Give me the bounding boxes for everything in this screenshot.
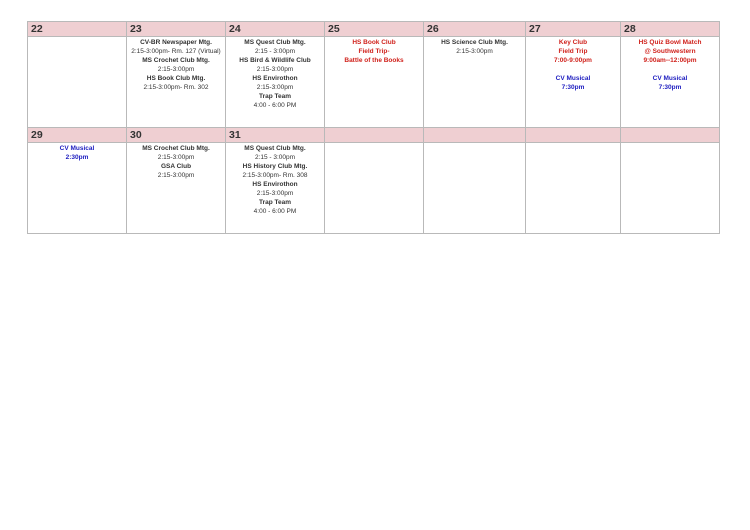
event-line: @ Southwestern — [644, 48, 696, 55]
calendar-grid — [27, 21, 720, 234]
event-line: 2:15-3:00pm — [256, 84, 294, 91]
day-events — [28, 37, 126, 127]
day-events — [424, 37, 525, 127]
week-row — [28, 22, 720, 128]
event-line: HS History Club Mtg. — [242, 163, 308, 170]
event-line: 4:00 - 6:00 PM — [253, 102, 297, 109]
event-spacer — [526, 65, 620, 74]
event-line: GSA Club — [160, 163, 192, 170]
event-line: 2:15-3:00pm — [157, 154, 195, 161]
day-number: 27 — [526, 22, 620, 37]
event-line: CV Musical — [652, 75, 688, 82]
event-line: HS Bird & Wildlife Club — [239, 57, 311, 64]
event-line: 7:30pm — [561, 84, 585, 91]
day-events — [226, 143, 324, 233]
day-cell[interactable] — [28, 22, 127, 128]
day-number: 26 — [424, 22, 525, 37]
day-events — [325, 143, 423, 233]
event-line: HS Book Club Mtg. — [146, 75, 206, 82]
day-events — [424, 143, 525, 233]
day-cell[interactable] — [226, 128, 325, 234]
day-events — [127, 37, 225, 127]
day-cell[interactable] — [424, 22, 526, 128]
event-line: HS Envirothon — [252, 181, 298, 188]
day-number: 23 — [127, 22, 225, 37]
day-number: 29 — [28, 128, 126, 143]
event-line: CV Musical — [59, 145, 95, 152]
day-events — [325, 37, 423, 127]
event-spacer — [621, 65, 719, 74]
event-line: CV Musical — [555, 75, 591, 82]
day-number: 25 — [325, 22, 423, 37]
day-cell[interactable] — [621, 22, 720, 128]
day-cell[interactable] — [127, 22, 226, 128]
day-cell[interactable] — [325, 128, 424, 234]
event-line: 4:00 - 6:00 PM — [253, 208, 297, 215]
day-events — [127, 143, 225, 233]
day-number: 28 — [621, 22, 719, 37]
event-line: HS Book Club — [352, 39, 396, 46]
event-line: Trap Team — [258, 199, 292, 206]
day-number: 22 — [28, 22, 126, 37]
event-line: MS Quest Club Mtg. — [244, 39, 306, 46]
day-cell[interactable] — [526, 22, 621, 128]
day-number — [526, 128, 620, 143]
event-line: 2:15-3:00pm — [256, 190, 294, 197]
day-events — [526, 37, 620, 127]
day-events — [526, 143, 620, 233]
day-number: 24 — [226, 22, 324, 37]
day-number: 31 — [226, 128, 324, 143]
day-number — [325, 128, 423, 143]
event-line: 2:15-3:00pm — [157, 172, 195, 179]
event-line: HS Quiz Bowl Match — [638, 39, 702, 46]
day-cell[interactable] — [424, 128, 526, 234]
day-events — [621, 143, 719, 233]
event-line: 2:15-3:00pm — [157, 66, 195, 73]
day-cell[interactable] — [127, 128, 226, 234]
event-line: Field Trip- — [358, 48, 390, 55]
day-cell[interactable] — [526, 128, 621, 234]
day-number: 30 — [127, 128, 225, 143]
event-line: 9:00am--12:00pm — [643, 57, 697, 64]
event-line: Key Club — [558, 39, 588, 46]
day-events — [226, 37, 324, 127]
event-line: HS Science Club Mtg. — [441, 39, 508, 46]
event-line: 2:15-3:00pm — [256, 66, 294, 73]
day-cell[interactable] — [226, 22, 325, 128]
event-line: 7:30pm — [658, 84, 682, 91]
event-line: MS Crochet Club Mtg. — [142, 145, 210, 152]
event-line: MS Quest Club Mtg. — [244, 145, 306, 152]
day-cell[interactable] — [621, 128, 720, 234]
day-number — [621, 128, 719, 143]
event-line: 2:15-3:00pm- Rm. 308 — [242, 172, 308, 179]
event-line: Trap Team — [258, 93, 292, 100]
event-line: 2:15-3:00pm- Rm. 302 — [143, 84, 209, 91]
day-events — [621, 37, 719, 127]
day-number — [424, 128, 525, 143]
event-line: 2:15 - 3:00pm — [254, 48, 296, 55]
event-line: Battle of the Books — [344, 57, 404, 64]
day-events — [28, 143, 126, 233]
event-line: 2:15-3:00pm — [456, 48, 493, 55]
event-line: CV-BR Newspaper Mtg. — [140, 39, 212, 46]
event-line: 2:15 - 3:00pm — [254, 154, 296, 161]
week-row — [28, 128, 720, 234]
event-line: Field Trip — [558, 48, 588, 55]
day-cell[interactable] — [325, 22, 424, 128]
event-line: HS Envirothon — [252, 75, 298, 82]
day-cell[interactable] — [28, 128, 127, 234]
event-line: 2:30pm — [65, 154, 89, 161]
event-line: MS Crochet Club Mtg. — [142, 57, 210, 64]
event-line: 2:15-3:00pm- Rm. 127 (Virtual) — [131, 48, 221, 55]
event-line: 7:00-9:00pm — [554, 57, 592, 64]
